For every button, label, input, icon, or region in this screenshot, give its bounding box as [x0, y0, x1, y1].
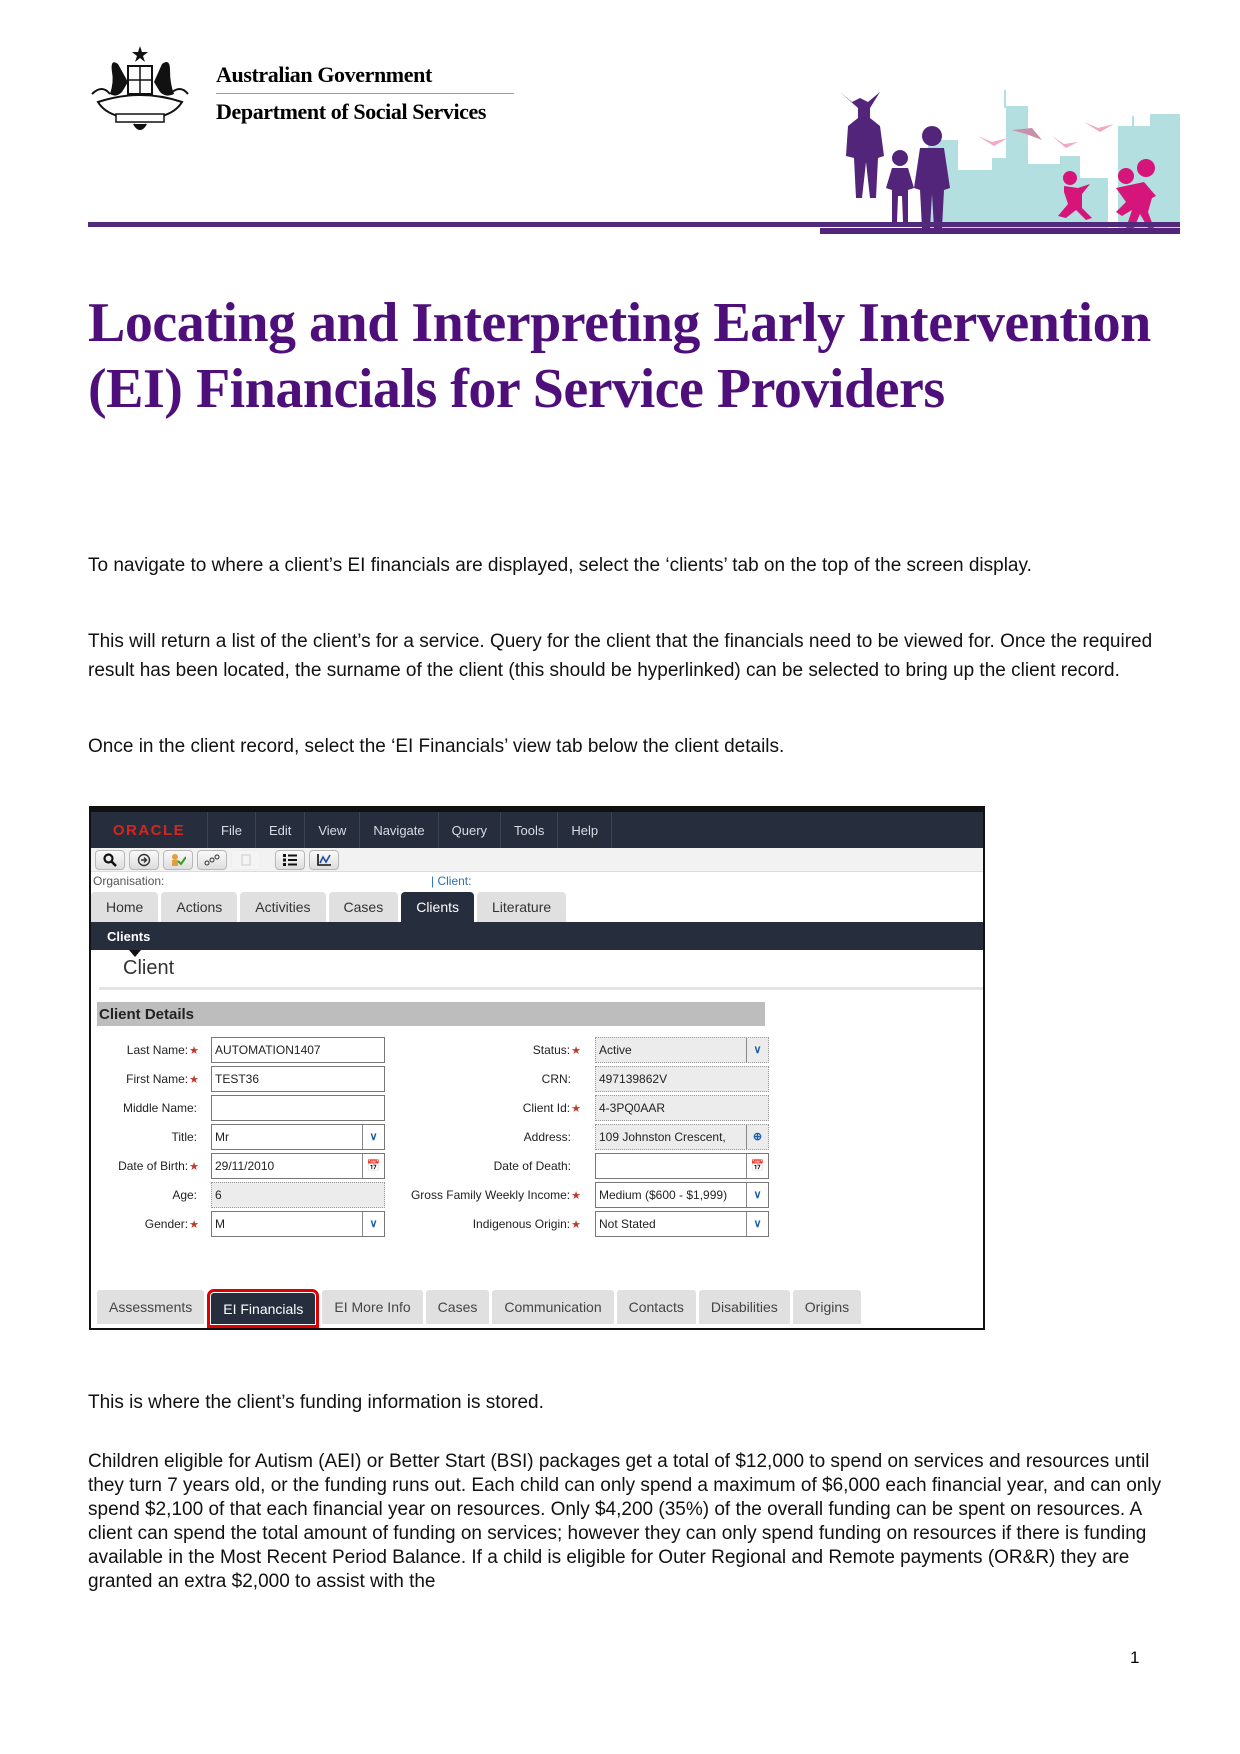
crn-readonly [595, 1066, 769, 1092]
wordmark-divider [216, 93, 514, 94]
client-breadcrumb-link[interactable]: | Client: [431, 874, 472, 888]
title-value: Mr [215, 1129, 229, 1144]
required-star-icon: ★ [571, 1218, 581, 1231]
chevron-down-icon[interactable]: ∨ [362, 1212, 384, 1236]
field-client-id [381, 1094, 769, 1121]
tab-contacts[interactable]: Contacts [617, 1290, 696, 1324]
list-icon[interactable] [275, 850, 305, 870]
income-label: Gross Family Weekly Income: [410, 1187, 571, 1202]
document-header [88, 40, 1180, 230]
active-pointer-icon [129, 950, 141, 957]
tab-ei-more-info[interactable]: EI More Info [322, 1290, 422, 1324]
address-label: Address: [523, 1129, 571, 1144]
middle-name-label: Middle Name: [122, 1100, 197, 1115]
dob-value: 29/11/2010 [215, 1158, 275, 1173]
required-star-icon: ★ [189, 1160, 199, 1173]
dob-input[interactable] [211, 1153, 385, 1179]
status-label: Status: [532, 1042, 571, 1057]
indigenous-select[interactable] [595, 1211, 769, 1237]
chart-icon[interactable] [309, 850, 339, 870]
go-icon[interactable] [129, 850, 159, 870]
tab-literature[interactable]: Literature [477, 892, 566, 922]
last-name-input[interactable] [211, 1037, 385, 1063]
menu-view[interactable]: View [304, 812, 359, 848]
title-select[interactable] [211, 1124, 385, 1150]
context-breadcrumb [91, 872, 983, 890]
government-name: Australian Government [216, 62, 432, 87]
required-star-icon: ★ [571, 1044, 581, 1057]
tab-clients[interactable]: Clients [401, 892, 474, 922]
client-id-value: 4-3PQ0AAR [599, 1100, 666, 1115]
tab-ei-financials[interactable]: EI Financials [211, 1293, 315, 1324]
last-name-label: Last Name: [126, 1042, 189, 1057]
client-view-tabs [97, 1290, 861, 1324]
document-title: Locating and Interpreting Early Intervention (EI) Financials for Service Providers [88, 292, 1151, 420]
field-address [381, 1123, 769, 1150]
field-last-name [91, 1036, 385, 1063]
dod-input[interactable] [595, 1153, 769, 1179]
field-indigenous-origin [381, 1210, 769, 1237]
paragraph-select-tab: Once in the client record, select the ‘EI Financials’ view tab below the client details. [88, 736, 785, 757]
first-name-label: First Name: [126, 1071, 189, 1086]
dob-label: Date of Birth: [118, 1158, 189, 1173]
field-first-name [91, 1065, 385, 1092]
client-details-form [91, 1026, 983, 1256]
menu-help[interactable]: Help [557, 812, 612, 848]
field-crn [381, 1065, 769, 1092]
required-star-icon: ★ [571, 1189, 581, 1202]
field-status [381, 1036, 769, 1063]
required-star-icon: ★ [189, 1073, 199, 1086]
crn-value: 497139862V [599, 1071, 668, 1086]
search-icon[interactable] [95, 850, 125, 870]
client-id-readonly [595, 1095, 769, 1121]
title-label: Title: [171, 1129, 197, 1144]
clients-section-bar [91, 922, 983, 950]
menu-query[interactable]: Query [438, 812, 500, 848]
field-gender [91, 1210, 385, 1237]
field-date-of-birth [91, 1152, 385, 1179]
address-value: 109 Johnston Crescent, [599, 1129, 726, 1144]
app-toolbar [91, 848, 983, 872]
tab-actions[interactable]: Actions [161, 892, 237, 922]
organisation-label: Organisation: [93, 874, 165, 888]
age-readonly [211, 1182, 385, 1208]
tab-home[interactable]: Home [91, 892, 158, 922]
menu-file[interactable]: File [207, 812, 255, 848]
user-check-icon[interactable] [163, 850, 193, 870]
oracle-logo: ORACLE [112, 821, 186, 839]
app-menubar [91, 808, 983, 848]
chevron-down-icon[interactable]: ∨ [746, 1212, 768, 1236]
gender-label: Gender: [144, 1216, 189, 1231]
coat-of-arms-icon [88, 44, 192, 134]
tab-origins[interactable]: Origins [793, 1290, 861, 1324]
first-name-value: TEST36 [215, 1071, 260, 1086]
last-name-value: AUTOMATION1407 [215, 1042, 321, 1057]
menu-edit[interactable]: Edit [255, 812, 304, 848]
age-label: Age: [172, 1187, 197, 1202]
calendar-icon[interactable]: 📅 [362, 1154, 384, 1178]
field-middle-name [91, 1094, 385, 1121]
field-title [91, 1123, 385, 1150]
required-star-icon: ★ [571, 1102, 581, 1115]
income-select[interactable] [595, 1182, 769, 1208]
field-gross-family-weekly-income [381, 1181, 769, 1208]
address-lookup-icon[interactable]: ⊕ [746, 1125, 768, 1149]
department-name: Department of Social Services [216, 99, 487, 124]
clients-section-label: Clients [107, 928, 151, 944]
dod-label: Date of Death: [493, 1158, 571, 1173]
indigenous-value: Not Stated [599, 1216, 656, 1231]
chevron-down-icon[interactable]: ∨ [746, 1183, 768, 1207]
header-rule [88, 222, 1180, 227]
address-input[interactable] [595, 1124, 769, 1150]
tab-cases[interactable]: Cases [329, 892, 399, 922]
siebel-client-screenshot [89, 806, 985, 1330]
middle-name-input[interactable] [211, 1095, 385, 1121]
crn-label: CRN: [541, 1071, 571, 1086]
tab-disabilities[interactable]: Disabilities [699, 1290, 790, 1324]
paragraph-funding-rules: Children eligible for Autism (AEI) or Better Start (BSI) packages get a total of $12,000 to spend on services and resources until they turn 7 years old, or the funding runs out. Each child can only spend a maximum of $6,000 each financial year, and can only spend $2,100 of that each financial year on resources. Only $4,200 (35%) of the overall funding can be spent on resources. A client can spend the total amount of funding on services; however they can only spend funding on resources if there is funding available in the Most Recent Period Balance. If a child is eligible for Outer Regional and Remote payments (OR&R) they are granted an extra $2,000 to assist with the [88, 1451, 1162, 1592]
screen-tabs [91, 890, 983, 922]
tab-communication[interactable]: Communication [492, 1290, 613, 1324]
status-select[interactable] [595, 1037, 769, 1063]
chevron-down-icon[interactable]: ∨ [362, 1125, 384, 1149]
menu-tools[interactable]: Tools [500, 812, 557, 848]
menu-navigate[interactable]: Navigate [359, 812, 437, 848]
client-view-heading: Client [99, 950, 983, 990]
income-value: Medium ($600 - $1,999) [599, 1187, 728, 1202]
calendar-icon[interactable]: 📅 [746, 1154, 768, 1178]
client-details-heading: Client Details [97, 1002, 765, 1026]
client-id-label: Client Id: [522, 1100, 571, 1115]
family-skyline-illustration [820, 78, 1180, 238]
required-star-icon: ★ [189, 1218, 199, 1231]
age-value: 6 [215, 1187, 222, 1202]
paragraph-navigate: To navigate to where a client’s EI financials are displayed, select the ‘clients’ tab on the top of the screen display. [88, 555, 1032, 576]
required-star-icon: ★ [189, 1044, 199, 1057]
field-date-of-death [381, 1152, 769, 1179]
tab-activities[interactable]: Activities [240, 892, 325, 922]
paragraph-funding-storage: This is where the client’s funding information is stored. [88, 1392, 544, 1413]
field-age [91, 1181, 385, 1208]
gender-select[interactable] [211, 1211, 385, 1237]
document-disabled-icon [231, 850, 261, 870]
government-wordmark [216, 62, 514, 125]
chevron-down-icon[interactable]: ∨ [746, 1038, 768, 1062]
first-name-input[interactable] [211, 1066, 385, 1092]
indigenous-label: Indigenous Origin: [472, 1216, 571, 1231]
paragraph-query: This will return a list of the client’s for a service. Query for the client that the financials need to be viewed for. Once the required result has been located, the surname of the client (this should be hyperlinked) can be selected to bring up the client record. [88, 631, 1153, 681]
page-number: 1 [1130, 1648, 1140, 1667]
gender-value: M [215, 1216, 225, 1231]
tab-cases-sub[interactable]: Cases [426, 1290, 490, 1324]
status-value: Active [599, 1042, 632, 1057]
tab-assessments[interactable]: Assessments [97, 1290, 204, 1324]
connections-icon[interactable] [197, 850, 227, 870]
